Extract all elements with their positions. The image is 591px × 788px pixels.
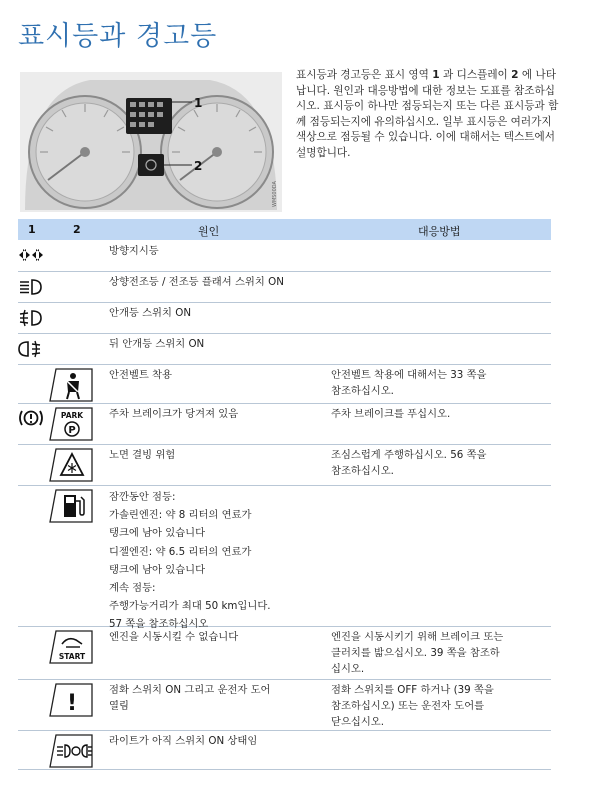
table-row <box>18 486 551 631</box>
row-action: 조심스럽게 주행하십시오. 56 쪽을 참조하십시오. <box>331 449 487 477</box>
table-header <box>18 219 551 240</box>
table-row <box>18 404 551 445</box>
row-cause: 상향전조등 / 전조등 플래셔 스위치 ON <box>109 276 284 288</box>
row-action: 주차 브레이크를 푸십시오. <box>331 408 451 420</box>
instrument-cluster-figure <box>20 72 282 212</box>
callout-1: 1 <box>194 96 203 110</box>
start-icon <box>48 630 96 664</box>
row-cause: 주차 브레이크가 당겨져 있음 <box>109 408 239 420</box>
table-row <box>18 680 551 731</box>
row-action: 안전벨트 착용에 대해서는 33 쪽을 참조하십시오. <box>331 369 487 397</box>
table-row <box>18 731 551 770</box>
header-action: 대응방법 <box>418 225 461 238</box>
table-row <box>18 241 551 272</box>
row-cause: 안전벨트 착용 <box>109 369 172 381</box>
table-row <box>18 365 551 404</box>
svg-text:P: P <box>68 425 76 436</box>
header-col-1: 1 <box>28 223 36 236</box>
row-cause: 점화 스위치 ON 그리고 운전자 도어 열림 <box>109 684 271 712</box>
row-cause: 방향지시등 <box>109 245 159 257</box>
table-row <box>18 627 551 680</box>
tachometer-gauge <box>29 96 141 208</box>
page-title: 표시등과 경고등 <box>18 21 218 52</box>
row-cause: 엔진을 시동시킬 수 없습니다 <box>109 631 239 643</box>
row-action: 점화 스위치를 OFF 하거나 (39 쪽을 참조하십시오) 또는 운전자 도어를 닫으십시오. <box>331 684 494 728</box>
row-cause: 노면 결빙 위험 <box>109 449 176 461</box>
svg-text:START: START <box>58 652 86 661</box>
svg-text:PARK: PARK <box>60 411 84 420</box>
header-cause: 원인 <box>198 225 220 238</box>
front-fog-light-icon <box>18 309 42 327</box>
row-cause: 안개등 스위치 ON <box>109 307 192 319</box>
rear-fog-light-icon <box>18 340 42 358</box>
exclamation-warning-icon <box>48 683 96 717</box>
figure-code: WMS00DA <box>272 181 278 207</box>
table-row <box>18 445 551 486</box>
speedometer-gauge <box>161 96 273 208</box>
seatbelt-icon <box>48 368 96 402</box>
intro-text: 표시등과 경고등은 표시 영역 1 과 디스플레이 2 에 나타납니다. 원인과 대응방법에 대한 정보는 도표를 참조하십시오. 표시등이 하나만 점등되는지 또는 다른 표시등과 함께 점등되는지에 유의하십시오. 일부 표시등은 여러가지 색상으로 점등될 수 있습니다. 이에 대해서는 텍스트에서 설명합니다. <box>296 69 559 159</box>
turn-signal-icon <box>18 247 44 263</box>
row-cause: 뒤 안개등 스위치 ON <box>109 338 205 350</box>
ice-warning-icon <box>48 448 96 482</box>
svg-text:!: ! <box>66 691 78 716</box>
table-row <box>18 334 551 365</box>
brake-warning-icon <box>18 408 44 428</box>
callout-2: 2 <box>194 159 203 173</box>
parking-brake-icon <box>48 407 96 441</box>
row-cause: 잠깐동안 점등: 가솔린엔진: 약 8 리터의 연료가 탱크에 남아 있습니다 디젤엔진: 약 6.5 리터의 연료가 탱크에 남아 있습니다 계속 점등: 주행가능거리가 최대 50 km입니다. 57 쪽을 참조하십시오 <box>109 491 271 631</box>
fuel-icon <box>48 489 96 523</box>
lights-on-icon <box>48 734 96 768</box>
row-cause: 라이트가 아직 스위치 ON 상태임 <box>109 735 258 747</box>
table-row <box>18 272 551 303</box>
display-area <box>138 154 164 176</box>
row-action: 엔진을 시동시키기 위해 브레이크 또는 클러치를 밟으십시오. 39 쪽을 참조하 십시오. <box>331 631 504 675</box>
high-beam-icon <box>18 278 42 296</box>
header-col-2: 2 <box>73 223 81 236</box>
table-row <box>18 303 551 334</box>
